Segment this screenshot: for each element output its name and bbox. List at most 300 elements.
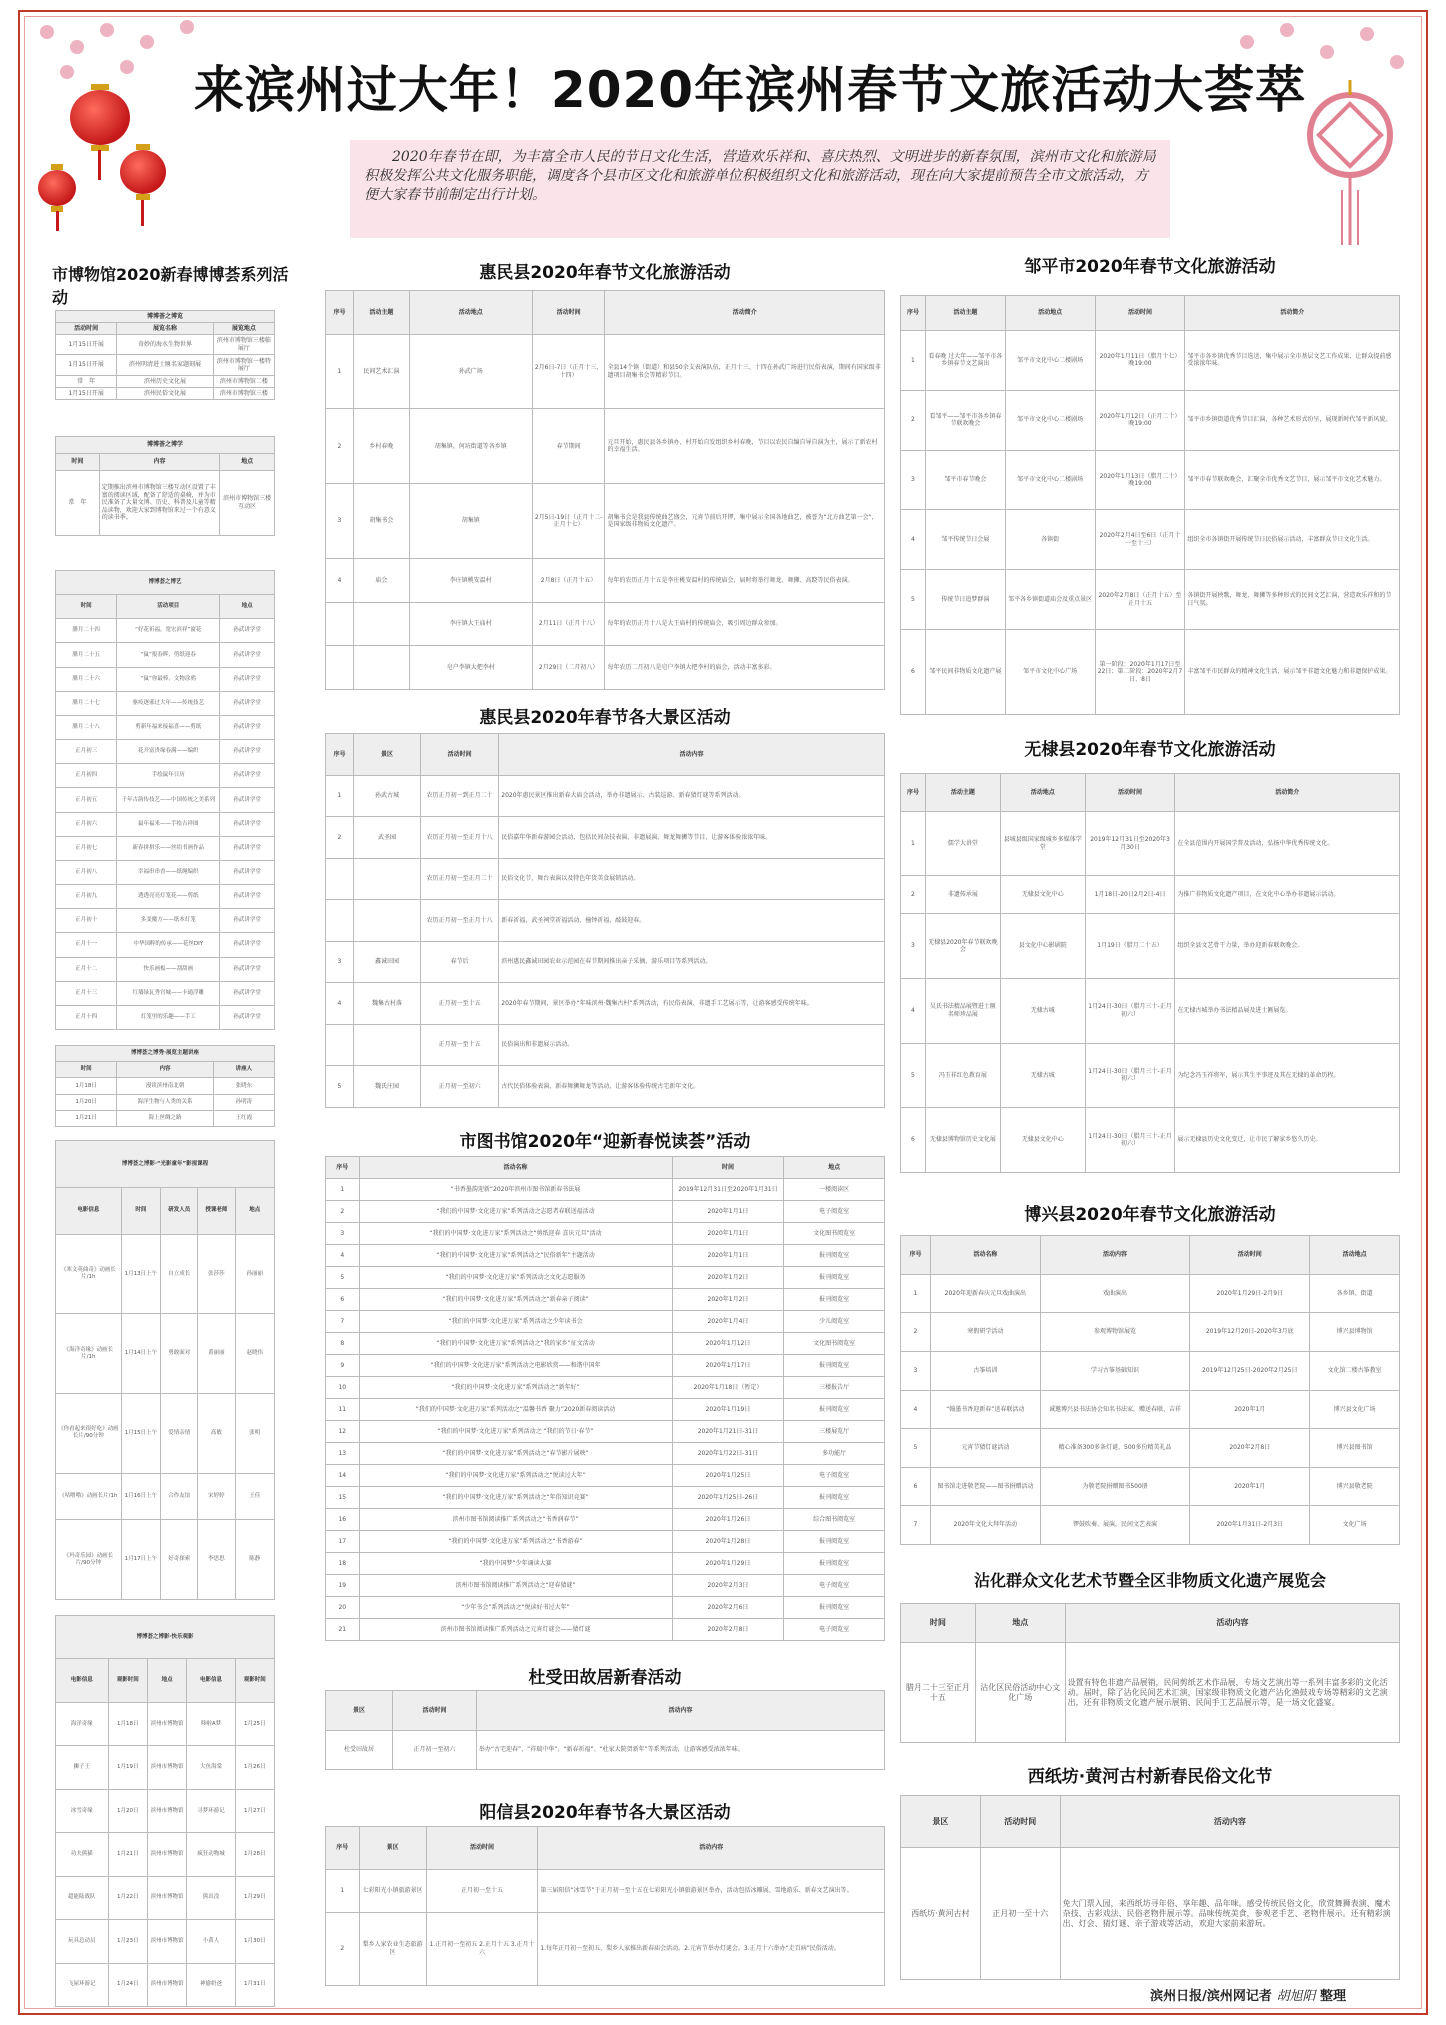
column-header: 活动内容 <box>538 1827 885 1870</box>
table-cell: 滨州市博物馆 <box>147 1702 186 1745</box>
table-cell: 图书馆走进敬老院——图书捐赠活动 <box>930 1467 1040 1506</box>
table-cell: 滨州民俗文化展 <box>117 387 213 399</box>
table-row <box>56 387 275 399</box>
table-row <box>326 941 885 983</box>
table-cell: 5 <box>901 570 926 630</box>
table-cell: 综合图书阅览室 <box>784 1509 885 1531</box>
table-cell: 魏氏庄园 <box>353 1066 420 1108</box>
column-header: 序号 <box>326 1157 360 1179</box>
table-cell: 赵晓伟 <box>235 1314 274 1394</box>
table-cell: 1月24日-30日（腊月三十-正月初六） <box>1085 1043 1175 1108</box>
table-row <box>901 1043 1400 1108</box>
zhanhua-table <box>900 1603 1400 1743</box>
table-cell: 正月十三 <box>56 981 117 1005</box>
table-cell: 大鱼海棠 <box>187 1746 235 1789</box>
table-cell: 乡村春晚 <box>353 409 409 484</box>
table-cell: 邹平市文化中心二楼剧场 <box>1005 330 1095 390</box>
table-cell: 7 <box>326 1311 360 1333</box>
column-header: 时间 <box>672 1157 784 1179</box>
column-header: 景区 <box>901 1796 981 1848</box>
table-cell: 《寒文英曲奇》动画长片/1h <box>56 1234 122 1314</box>
column-header: 观影时间 <box>108 1659 147 1702</box>
column-header: 活动内容 <box>499 734 885 776</box>
column-header: 展览地点 <box>213 322 274 334</box>
table-cell: 神偷奶爸 <box>187 1963 235 2007</box>
table-row <box>56 1110 275 1126</box>
table-row <box>901 510 1400 570</box>
table-cell: 6 <box>901 1467 931 1506</box>
xizhifang-table <box>900 1795 1400 1980</box>
table-cell: 胡集书会 <box>353 484 409 559</box>
table-cell: 8 <box>326 1333 360 1355</box>
column-header: 讲座人 <box>213 1062 274 1078</box>
table-cell: “我们的中国梦·文化进万家”系列活动之“剪纸迎春 喜庆元旦”活动 <box>359 1223 672 1245</box>
table-cell: 吴氏书法精品展暨进士匾名师珍品展 <box>925 978 1000 1043</box>
table-cell: 胡集书会是我县传统曲艺盛会，元宵节前后开锣，集中展示全国各地曲艺，被誉为“北方曲艺第一会”，是国家级非物质文化遗产。 <box>605 484 885 559</box>
table-cell: 3 <box>326 941 354 983</box>
table-cell: 滨州市博物馆 <box>147 1963 186 2007</box>
table-row <box>56 1876 275 1919</box>
lantern-icon <box>38 170 76 206</box>
table-row <box>901 1848 1400 1980</box>
table-cell: 传统节日追梦群演 <box>925 570 1005 630</box>
table-cell: 无棣县文化中心 <box>1000 876 1085 914</box>
column-header: 内容 <box>99 453 219 470</box>
column-header: 活动地点 <box>1310 1236 1400 1275</box>
table-cell: 报刊阅览室 <box>784 1245 885 1267</box>
table-cell: 电子阅览室 <box>784 1201 885 1223</box>
table-cell: 5 <box>326 1267 360 1289</box>
table-cell: 腊月二十五 <box>56 643 117 667</box>
table-cell: 正月初九 <box>56 885 117 909</box>
table-heading: 博博荟之博艺 <box>56 571 275 595</box>
table-row <box>56 1833 275 1876</box>
table-cell: 孙武讲学堂 <box>220 981 275 1005</box>
table-cell: 正月初十 <box>56 909 117 933</box>
table-row <box>56 764 275 788</box>
table-cell: 2020年1月2日 <box>672 1267 784 1289</box>
table-row <box>901 390 1400 450</box>
table-cell: 2020年1月21日-31日 <box>672 1421 784 1443</box>
museum-art-table <box>55 570 275 1030</box>
table-row <box>326 775 885 817</box>
table-cell: 看邹平——邹平市各乡镇春节联欢晚会 <box>925 390 1005 450</box>
table-cell: 李庄镇桃安温村 <box>409 559 532 603</box>
museum-film-course-table <box>55 1140 275 1600</box>
table-cell: 6 <box>901 630 926 715</box>
column-header: 时间 <box>56 595 117 619</box>
table-cell: 杜受田故居 <box>326 1730 393 1770</box>
table-cell: 2 <box>326 1201 360 1223</box>
footer-credit <box>1150 1985 1346 2004</box>
table-cell: 各乡镇、街道 <box>1310 1274 1400 1313</box>
column-header: 活动简介 <box>1175 774 1400 812</box>
table-cell: 2 <box>901 876 926 914</box>
table-row <box>326 1421 885 1443</box>
table-row <box>326 858 885 900</box>
table-row <box>326 1377 885 1399</box>
table-cell: 电子阅览室 <box>784 1619 885 1641</box>
table-cell: 七彩阳光小镇旅游景区 <box>359 1869 426 1912</box>
table-cell: 各镇街 <box>1005 510 1095 570</box>
column-header: 序号 <box>326 1827 360 1870</box>
column-header: 景区 <box>353 734 420 776</box>
column-header: 展览名称 <box>117 322 213 334</box>
table-cell: “我们的中国梦·文化进万家”系列活动之电影欣赏——和谐中国年 <box>359 1355 672 1377</box>
zouping-title: 邹平市2020年春节文化旅游活动 <box>1024 257 1276 277</box>
table-cell: 张晓东 <box>213 1078 274 1094</box>
table-cell: 2 <box>901 390 926 450</box>
table-heading: 博博荟之博秀·展览主题讲座 <box>56 1046 275 1062</box>
table-cell: 丰富邹平市民群众的精神文化生活，展示邹平非遗文化魅力和非遗保护成果。 <box>1185 630 1400 715</box>
table-cell: 中华国粹的传承——花丝DIY <box>117 933 220 957</box>
table-cell: 2020年文化大拜年活动 <box>930 1506 1040 1545</box>
table-cell: 《咕噜噜》动画长片/1h <box>56 1473 122 1520</box>
table-cell: 花开富贵缘春满——编织 <box>117 740 220 764</box>
table-cell: 1月24日-30日（腊月三十-正月初六） <box>1085 1108 1175 1173</box>
table-cell: 武圣园 <box>353 817 420 859</box>
table-cell: 自立成长 <box>161 1234 198 1314</box>
table-cell: 熊出没 <box>187 1876 235 1919</box>
table-row <box>901 876 1400 914</box>
table-cell <box>326 858 354 900</box>
table-row <box>326 1223 885 1245</box>
table-row <box>326 1443 885 1465</box>
table-cell: 海洋生物与人类的关系 <box>117 1094 213 1110</box>
table-cell: 滨州市博物馆三楼 <box>213 387 274 399</box>
table-cell: 1月21日 <box>56 1110 117 1126</box>
table-cell: 民间艺术汇演 <box>353 334 409 409</box>
table-cell: 海上丝绸之路 <box>117 1110 213 1126</box>
column-header: 序号 <box>326 291 354 335</box>
table-cell: “我们的中国梦·文化进万家”系列活动之志愿者春联送福活动 <box>359 1201 672 1223</box>
table-cell <box>353 900 420 942</box>
table-cell: 新春拼拼乐——丝绢书画作品 <box>117 836 220 860</box>
huimin-culture-table <box>325 290 885 690</box>
table-cell: 1月24日 <box>108 1963 147 2007</box>
column-header: 时间 <box>121 1187 160 1234</box>
column-header: 地点 <box>235 1187 274 1234</box>
table-row <box>901 811 1400 876</box>
museum-happy-film-table <box>55 1615 275 2007</box>
column-header: 活动主题 <box>353 291 409 335</box>
table-cell: 举办“古宅迎春”、“祥瑞中华”、“新春祈福”、“杜家大院贺新年”等系列活动，让游客感受浓浓年味。 <box>476 1730 884 1770</box>
table-row <box>56 1520 275 1600</box>
column-header: 时间 <box>901 1604 976 1643</box>
table-row <box>901 914 1400 979</box>
table-cell: 2020年2月8日（正月十五）至正月十五 <box>1095 570 1185 630</box>
column-header: 活动时间 <box>1085 774 1175 812</box>
table-cell: 2020年1月12日 <box>672 1333 784 1355</box>
table-row <box>901 978 1400 1043</box>
table-row <box>56 1393 275 1473</box>
table-cell <box>326 900 354 942</box>
table-cell: 文化馆二楼古筝教室 <box>1310 1351 1400 1390</box>
table-row <box>326 1245 885 1267</box>
table-cell: 1.正月初一至初五 2.正月十五 3.正月十六 <box>426 1912 538 1985</box>
table-cell: 民俗文化节，舞台表演以及特色年货美食展销活动。 <box>499 858 885 900</box>
table-cell: 古筝培训 <box>930 1351 1040 1390</box>
table-cell: 手绘鼠年日历 <box>117 764 220 788</box>
lantern-icon <box>70 90 130 145</box>
column-header: 电影信息 <box>187 1659 235 1702</box>
table-cell: 元宵节猜灯谜活动 <box>930 1429 1040 1468</box>
column-header: 活动地点 <box>1000 774 1085 812</box>
huimin-scenic-table <box>325 733 885 1108</box>
table-row <box>326 1487 885 1509</box>
table-cell: 无棣县文化中心 <box>1000 1108 1085 1173</box>
table-cell: 2020年1月2日 <box>672 1289 784 1311</box>
table-cell: 1 <box>901 1274 931 1313</box>
table-cell: 1 <box>326 1179 360 1201</box>
table-row <box>326 1869 885 1912</box>
table-cell: 滨州市博物馆 <box>147 1833 186 1876</box>
table-cell: 12 <box>326 1421 360 1443</box>
column-header: 活动内容 <box>1040 1236 1190 1275</box>
table-cell: 2020年1月1日 <box>672 1245 784 1267</box>
table-cell: 邹平各乡镇街道庙会及重点景区 <box>1005 570 1095 630</box>
table-cell: 胡集镇、何坊街道等各乡镇 <box>409 409 532 484</box>
table-cell: “少年书会”系列活动之“悦读好书过大年” <box>359 1597 672 1619</box>
table-row <box>56 1963 275 2007</box>
table-row <box>901 1390 1400 1429</box>
table-cell: “我的中国梦”少年诵读大赛 <box>359 1553 672 1575</box>
table-cell: 2月29日（二月初八） <box>532 646 605 690</box>
table-cell: “我们的中国梦·文化进万家”系列活动之“我的家乡”征文活动 <box>359 1333 672 1355</box>
table-row <box>326 1066 885 1108</box>
table-cell: 3 <box>901 914 926 979</box>
table-cell: 正月初一至十五 <box>421 983 499 1025</box>
table-row <box>901 330 1400 390</box>
table-cell: 功夫熊猫 <box>56 1833 109 1876</box>
table-cell: 11 <box>326 1399 360 1421</box>
table-cell: 1月25日 <box>235 1702 274 1745</box>
table-row <box>326 1509 885 1531</box>
table-row <box>56 643 275 667</box>
column-header: 序号 <box>326 734 354 776</box>
column-header: 活动内容 <box>476 1691 884 1731</box>
table-cell: 4 <box>901 510 926 570</box>
table-cell <box>353 602 409 646</box>
table-cell: 孙武讲学堂 <box>220 933 275 957</box>
table-row <box>56 619 275 643</box>
table-cell: 2020年2月8日 <box>1190 1429 1310 1468</box>
table-cell: 民俗演出和非遗展示活动。 <box>499 1024 885 1066</box>
table-row <box>56 1078 275 1094</box>
table-cell: 每年的农历正月十五是李庄桃安温村的传统庙会，届时将举行舞龙、舞狮、高跷等民俗表演。 <box>605 559 885 603</box>
table-row <box>326 1333 885 1355</box>
table-cell: 孙武讲学堂 <box>220 1005 275 1029</box>
table-row <box>326 900 885 942</box>
table-cell: 3 <box>901 1351 931 1390</box>
table-cell: 1月19日 <box>108 1746 147 1789</box>
table-row <box>56 885 275 909</box>
table-row <box>326 1024 885 1066</box>
table-row <box>56 667 275 691</box>
table-cell: 报刊阅览室 <box>784 1597 885 1619</box>
table-cell: 邹平传统节日会展 <box>925 510 1005 570</box>
table-cell: 1月24日-30日（腊月三十-正月初六） <box>1085 978 1175 1043</box>
table-cell: 滨州市博物馆 <box>147 1746 186 1789</box>
table-cell: 无棣古城 <box>1000 978 1085 1043</box>
column-header: 景区 <box>359 1827 426 1870</box>
table-cell: 看春晚 过大年——邹平市各乡镇春节文艺演出 <box>925 330 1005 390</box>
column-header: 时间 <box>56 453 100 470</box>
lantern-tassel-icon <box>56 211 59 231</box>
table-cell: 孙丽丽 <box>235 1234 274 1314</box>
table-cell: 农历正月初一至正月十八 <box>421 900 499 942</box>
column-header: 活动项目 <box>117 595 220 619</box>
table-cell: 为敬老院捐赠图书500册 <box>1040 1467 1190 1506</box>
table-cell: 2019年12月20日-2020年3月底 <box>1190 1313 1310 1352</box>
table-cell: 2020年惠民景区推出新春大庙会活动，举办非遗展示、古装巡游、新春猜灯谜等系列活动。 <box>499 775 885 817</box>
table-cell: 2020年1月26日 <box>672 1509 784 1531</box>
table-cell: 寻梦环游记 <box>187 1789 235 1832</box>
table-cell: 民俗嘉年华新春游园会活动，包括民间杂技表演、非遗展演、舞龙舞狮等节目，让游客体验浓浓年味。 <box>499 817 885 859</box>
table-cell: 多变魔方——纸本灯笼 <box>117 909 220 933</box>
table-cell: “我们的中国梦·文化进万家”系列活动之“悦读过大年” <box>359 1465 672 1487</box>
column-header: 地点 <box>975 1604 1065 1643</box>
table-cell: 滨州市博物馆一楼特展厅 <box>213 355 274 376</box>
table-cell: 孙武讲学堂 <box>220 667 275 691</box>
table-cell: 各镇街开展秧歌、舞龙、舞狮等多种形式的民间文艺汇演，营造欢乐祥和的节日气氛。 <box>1185 570 1400 630</box>
table-cell: 正月初一至十五 <box>426 1869 538 1912</box>
table-cell: 2月6日-7日（正月十三、十四） <box>532 334 605 409</box>
table-cell: 滨州明清进士匾名家题刻展 <box>117 355 213 376</box>
table-row <box>56 860 275 884</box>
table-row <box>901 1108 1400 1173</box>
table-cell: 1.每年正月初一至初五，梨乡人家推出新春庙会活动。2.元宵节举办灯谜会。3.正月十六举办“走百病”民俗活动。 <box>538 1912 885 1985</box>
library-table <box>325 1156 885 1641</box>
table-cell: 皂户李镇大把李村 <box>409 646 532 690</box>
table-cell: 勇敢面对 <box>161 1314 198 1394</box>
table-cell: 滨州市博物馆三楼临展厅 <box>213 334 274 355</box>
column-header: 活动时间 <box>393 1691 477 1731</box>
table-cell: 第一阶段：2020年1月17日至22日；第二阶段：2020年2月7日、8日 <box>1095 630 1185 715</box>
table-cell: 《海洋奇缘》动画长片/1h <box>56 1314 122 1394</box>
table-cell: 农历正月初一至正月二十 <box>421 858 499 900</box>
column-header: 地点 <box>784 1157 885 1179</box>
table-cell: 报刊阅览室 <box>784 1267 885 1289</box>
table-cell: 2020年2月4日至6日（正月十一至十三） <box>1095 510 1185 570</box>
table-cell: 鼠年福米——手绘吉祥图 <box>117 812 220 836</box>
table-cell <box>326 602 354 646</box>
intro-paragraph: 2020年春节在即，为丰富全市人民的节日文化生活，营造欢乐祥和、喜庆热烈、文明进步的新春氛围，滨州市文化和旅游局积极发挥公共文化服务职能，调度各个县市区文化和旅游单位积极组织文化和旅游活动，现在向大家提前预告全市文旅活动，方便大家春节前制定出行计划。 <box>350 140 1170 238</box>
column-header: 地点 <box>220 453 275 470</box>
table-row <box>56 1920 275 1963</box>
table-cell: 为纪念冯玉祥将军，展示其生平事迹及其在无棣的革命历程。 <box>1175 1043 1400 1108</box>
table-cell: 定期推出滨州市博物馆三楼互动区设置了丰富的阅读区域，配备了舒适的桌椅，并为市民准备了大量文博、历史、科普及儿童等精品读物，欢迎大家到博物馆来过一个有意义的读书季。 <box>99 470 219 535</box>
table-cell: “好花祈福，宽宏滨祥”窗花 <box>117 619 220 643</box>
column-header: 电影信息 <box>56 1187 122 1234</box>
table-cell: 报刊阅览室 <box>784 1531 885 1553</box>
column-header: 观影时间 <box>235 1659 274 1702</box>
table-cell: 滨州惠民鑫诚田园农业示范园在春节期间推出亲子采摘、游乐项目等系列活动。 <box>499 941 885 983</box>
table-cell: “我们的中国梦·文化进万家”系列活动之“春节影片展映” <box>359 1443 672 1465</box>
table-cell: 2020年1月25日 <box>672 1465 784 1487</box>
table-cell: 1月19日（腊月二十五） <box>1085 914 1175 979</box>
table-cell: 正月初三 <box>56 740 117 764</box>
page-title: 来滨州过大年！2020年滨州春节文旅活动大荟萃 <box>193 61 1307 119</box>
table-cell: 4 <box>326 1245 360 1267</box>
table-cell: 梨乡人家农业生态旅游区 <box>359 1912 426 1985</box>
table-cell: 哆啦A梦 <box>187 1702 235 1745</box>
table-cell: 黄丽丽 <box>198 1314 235 1394</box>
table-cell: 免大门票入园，来西纸坊寻年俗、享年趣、品年味。感受传统民俗文化，欣赏舞狮表演、魔术杂技、古彩戏法、民俗老物件展示等。品味传统美食，参观老手艺、老物件展示。还有精彩演出、灯会、猜灯谜、亲子游戏等活动，欢迎大家前来游玩。 <box>1060 1848 1399 1980</box>
table-heading: 博博荟之博学 <box>56 437 275 454</box>
footer-author: 胡旭阳 <box>1276 1989 1316 2004</box>
table-cell: 非遗传承展 <box>925 876 1000 914</box>
table-cell: 2月11日（正月十八） <box>532 602 605 646</box>
table-row <box>56 1789 275 1832</box>
table-row <box>56 1005 275 1029</box>
table-cell: 狮子王 <box>56 1746 109 1789</box>
table-cell: 孙武讲学堂 <box>220 957 275 981</box>
table-cell <box>326 1024 354 1066</box>
table-row <box>326 1619 885 1641</box>
table-cell: 为推广非物质文化遗产项目，在文化中心举办非遗展示活动。 <box>1175 876 1400 914</box>
table-cell: 4 <box>901 1390 931 1429</box>
table-cell: 2020年1月 <box>1190 1390 1310 1429</box>
table-cell: 4 <box>326 983 354 1025</box>
huimin-culture-title: 惠民县2020年春节文化旅游活动 <box>479 263 731 283</box>
column-header: 序号 <box>901 1236 931 1275</box>
table-cell: 4 <box>326 559 354 603</box>
table-row <box>56 355 275 376</box>
table-cell: 2020年1月 <box>1190 1467 1310 1506</box>
wudi-title: 无棣县2020年春节文化旅游活动 <box>1024 740 1276 760</box>
library-title: 市图书馆2020年“迎新春悦读荟”活动 <box>459 1132 751 1152</box>
table-cell: 14 <box>326 1465 360 1487</box>
table-cell: 腊月二十三至正月十五 <box>901 1643 976 1743</box>
table-cell: 滨州市博物馆 <box>147 1789 186 1832</box>
table-cell <box>353 1024 420 1066</box>
table-cell <box>353 858 420 900</box>
table-cell: 剪新年福来接福喜——剪纸 <box>117 715 220 739</box>
table-cell: 2020年1月18日（暂定） <box>672 1377 784 1399</box>
table-cell: 孙武古城 <box>353 775 420 817</box>
table-cell: “书香墨韵迎新”2020年滨州市图书馆新春书法展 <box>359 1179 672 1201</box>
table-cell: 孙武讲学堂 <box>220 836 275 860</box>
table-cell: 奇妙的海水生物世界 <box>117 334 213 355</box>
table-cell: 孙明涛 <box>213 1094 274 1110</box>
table-row <box>326 1553 885 1575</box>
table-cell: “我们的中国梦·文化进万家”系列活动之“新年好” <box>359 1377 672 1399</box>
table-row <box>901 1506 1400 1545</box>
column-header: 活动内容 <box>1060 1796 1399 1848</box>
table-cell: 锣鼓吹奏、展演，民间文艺表演 <box>1040 1506 1190 1545</box>
table-cell: 16 <box>326 1509 360 1531</box>
table-cell: 1 <box>901 330 926 390</box>
table-cell: 1月18日 <box>108 1702 147 1745</box>
table-cell: “鼠”报春晖，剪纸迎春 <box>117 643 220 667</box>
table-cell: 邹平市春节联欢晚会，汇聚全市优秀文艺节目，展示邹平市文化艺术魅力。 <box>1185 450 1400 510</box>
column-header: 活动名称 <box>359 1157 672 1179</box>
table-cell: 滨州市博物馆三楼互动区 <box>220 470 275 535</box>
table-cell: “我们的中国梦·文化进万家”系列活动之“新春亲子阅读” <box>359 1289 672 1311</box>
table-cell: 腊月二十六 <box>56 667 117 691</box>
table-row <box>326 1311 885 1333</box>
table-cell: 报刊阅览室 <box>784 1487 885 1509</box>
table-cell: 正月初一至初六 <box>393 1730 477 1770</box>
table-cell: 正月初一至初六 <box>421 1066 499 1108</box>
table-cell: 正月初一至十六 <box>980 1848 1060 1980</box>
table-row <box>326 1465 885 1487</box>
table-cell: 农历正月初一到正月二十 <box>421 775 499 817</box>
table-row <box>56 1702 275 1745</box>
table-cell: 15 <box>326 1487 360 1509</box>
table-cell: 报刊阅览室 <box>784 1355 885 1377</box>
